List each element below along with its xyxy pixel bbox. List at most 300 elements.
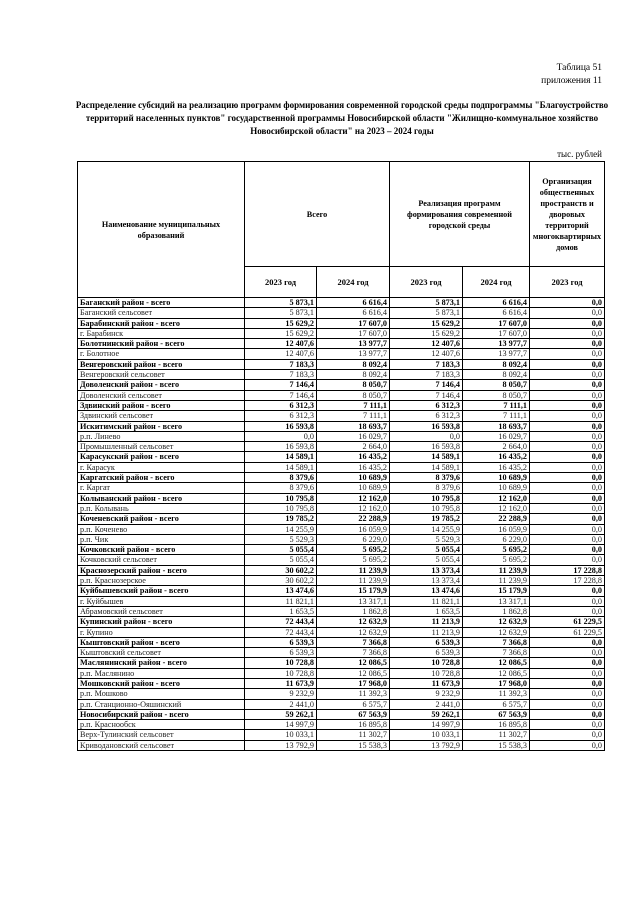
amount-cell: 10 033,1 bbox=[390, 730, 463, 740]
amount-cell: 6 229,0 bbox=[463, 534, 530, 544]
municipality-name: р.п. Мошково bbox=[78, 689, 245, 699]
amount-cell: 1 862,8 bbox=[463, 606, 530, 616]
municipality-name: г. Карасук bbox=[78, 462, 245, 472]
municipality-row bbox=[78, 411, 605, 421]
amount-cell: 6 539,3 bbox=[390, 648, 463, 658]
amount-cell: 12 086,5 bbox=[317, 668, 390, 678]
amount-cell: 0,0 bbox=[390, 431, 463, 441]
year-header: 2023 год bbox=[530, 267, 605, 298]
amount-cell: 6 616,4 bbox=[317, 308, 390, 318]
amount-cell: 7 183,3 bbox=[390, 370, 463, 380]
amount-cell: 5 695,2 bbox=[317, 555, 390, 565]
amount-cell: 8 379,6 bbox=[245, 483, 317, 493]
municipality-name: р.п. Краснозерское bbox=[78, 576, 245, 586]
municipality-row bbox=[78, 596, 605, 606]
municipality-row bbox=[78, 431, 605, 441]
amount-cell: 2 664,0 bbox=[463, 442, 530, 452]
amount-cell: 10 728,8 bbox=[245, 658, 317, 668]
amount-cell: 8 379,6 bbox=[390, 483, 463, 493]
municipality-row bbox=[78, 462, 605, 472]
appendix-reference: приложения 11 bbox=[541, 76, 602, 86]
amount-cell: 8 092,4 bbox=[317, 359, 390, 369]
amount-cell: 7 146,4 bbox=[245, 380, 317, 390]
amount-cell: 10 033,1 bbox=[245, 730, 317, 740]
amount-cell: 10 689,9 bbox=[463, 473, 530, 483]
amount-cell: 0,0 bbox=[530, 699, 605, 709]
municipality-row bbox=[78, 555, 605, 565]
municipality-name: Абрамовский сельсовет bbox=[78, 606, 245, 616]
column-header-organization: Организация общественных пространств и дворовых территорий многоквартирных домов bbox=[530, 162, 605, 267]
amount-cell: 59 262,1 bbox=[390, 709, 463, 719]
amount-cell: 5 055,4 bbox=[245, 555, 317, 565]
amount-cell: 5 873,1 bbox=[390, 308, 463, 318]
amount-cell: 12 407,6 bbox=[390, 339, 463, 349]
amount-cell: 11 213,9 bbox=[390, 627, 463, 637]
amount-cell: 14 589,1 bbox=[245, 452, 317, 462]
amount-cell: 15 629,2 bbox=[245, 318, 317, 328]
amount-cell: 6 539,3 bbox=[245, 637, 317, 647]
amount-cell: 12 162,0 bbox=[317, 493, 390, 503]
amount-cell: 6 616,4 bbox=[463, 298, 530, 308]
municipality-row bbox=[78, 442, 605, 452]
municipality-name: Верх-Тулинский сельсовет bbox=[78, 730, 245, 740]
amount-cell: 1 653,5 bbox=[390, 606, 463, 616]
amount-cell: 12 162,0 bbox=[463, 493, 530, 503]
municipality-name: р.п. Колывань bbox=[78, 503, 245, 513]
amount-cell: 8 092,4 bbox=[317, 370, 390, 380]
amount-cell: 17 968,0 bbox=[317, 678, 390, 688]
amount-cell: 12 407,6 bbox=[245, 349, 317, 359]
amount-cell: 67 563,9 bbox=[463, 709, 530, 719]
municipality-row bbox=[78, 648, 605, 658]
amount-cell: 18 693,7 bbox=[317, 421, 390, 431]
amount-cell: 10 795,8 bbox=[390, 493, 463, 503]
amount-cell: 5 529,3 bbox=[390, 534, 463, 544]
amount-cell: 0,0 bbox=[530, 483, 605, 493]
amount-cell: 12 632,9 bbox=[317, 627, 390, 637]
amount-cell: 12 632,9 bbox=[463, 627, 530, 637]
municipality-name: Купинский район - всего bbox=[78, 617, 245, 627]
district-total-row bbox=[78, 658, 605, 668]
amount-cell: 8 092,4 bbox=[463, 370, 530, 380]
municipality-row bbox=[78, 689, 605, 699]
amount-cell: 0,0 bbox=[530, 709, 605, 719]
amount-cell: 14 589,1 bbox=[390, 452, 463, 462]
amount-cell: 14 589,1 bbox=[245, 462, 317, 472]
amount-cell: 0,0 bbox=[530, 308, 605, 318]
amount-cell: 7 146,4 bbox=[390, 390, 463, 400]
amount-cell: 10 689,9 bbox=[463, 483, 530, 493]
amount-cell: 16 593,8 bbox=[245, 442, 317, 452]
municipality-name: Баганский район - всего bbox=[78, 298, 245, 308]
amount-cell: 15 538,3 bbox=[463, 740, 530, 750]
amount-cell: 14 255,9 bbox=[390, 524, 463, 534]
amount-cell: 6 312,3 bbox=[245, 400, 317, 410]
amount-cell: 0,0 bbox=[530, 586, 605, 596]
amount-cell: 18 693,7 bbox=[463, 421, 530, 431]
municipality-name: г. Болотное bbox=[78, 349, 245, 359]
district-total-row bbox=[78, 298, 605, 308]
municipality-name: Здвинский район - всего bbox=[78, 400, 245, 410]
amount-cell: 12 162,0 bbox=[317, 503, 390, 513]
municipality-name: Болотнинский район - всего bbox=[78, 339, 245, 349]
municipality-name: Колыванский район - всего bbox=[78, 493, 245, 503]
amount-cell: 8 379,6 bbox=[245, 473, 317, 483]
municipality-name: Кочковский сельсовет bbox=[78, 555, 245, 565]
municipality-row bbox=[78, 740, 605, 750]
amount-cell: 0,0 bbox=[530, 431, 605, 441]
district-total-row bbox=[78, 617, 605, 627]
amount-cell: 7 111,1 bbox=[463, 411, 530, 421]
column-header-programs: Реализация программ формирования современной городской среды bbox=[390, 162, 530, 267]
municipality-name: Кочковский район - всего bbox=[78, 545, 245, 555]
municipality-name: Доволенский район - всего bbox=[78, 380, 245, 390]
municipality-name: р.п. Краснообск bbox=[78, 720, 245, 730]
amount-cell: 0,0 bbox=[530, 648, 605, 658]
amount-cell: 11 392,3 bbox=[317, 689, 390, 699]
district-total-row bbox=[78, 514, 605, 524]
amount-cell: 11 673,9 bbox=[390, 678, 463, 688]
municipality-name: Доволенский сельсовет bbox=[78, 390, 245, 400]
amount-cell: 17 607,0 bbox=[317, 328, 390, 338]
amount-cell: 17 607,0 bbox=[317, 318, 390, 328]
amount-cell: 14 997,9 bbox=[390, 720, 463, 730]
amount-cell: 6 229,0 bbox=[317, 534, 390, 544]
amount-cell: 11 239,9 bbox=[317, 576, 390, 586]
amount-cell: 19 785,2 bbox=[390, 514, 463, 524]
year-header: 2024 год bbox=[463, 267, 530, 298]
amount-cell: 11 302,7 bbox=[463, 730, 530, 740]
municipality-name: г. Куйбышев bbox=[78, 596, 245, 606]
amount-cell: 0,0 bbox=[530, 720, 605, 730]
amount-cell: 15 179,9 bbox=[317, 586, 390, 596]
amount-cell: 0,0 bbox=[530, 370, 605, 380]
amount-cell: 5 873,1 bbox=[245, 308, 317, 318]
column-header-total: Всего bbox=[245, 162, 390, 267]
amount-cell: 30 602,2 bbox=[245, 565, 317, 575]
amount-cell: 12 632,9 bbox=[463, 617, 530, 627]
amount-cell: 6 539,3 bbox=[390, 637, 463, 647]
amount-cell: 19 785,2 bbox=[245, 514, 317, 524]
municipality-row bbox=[78, 720, 605, 730]
municipality-row bbox=[78, 534, 605, 544]
amount-cell: 13 792,9 bbox=[390, 740, 463, 750]
amount-cell: 10 728,8 bbox=[245, 668, 317, 678]
municipality-name: Кыштовский район - всего bbox=[78, 637, 245, 647]
amount-cell: 8 050,7 bbox=[463, 390, 530, 400]
municipality-row bbox=[78, 668, 605, 678]
municipality-name: р.п. Станционно-Ояшинский bbox=[78, 699, 245, 709]
amount-cell: 61 229,5 bbox=[530, 617, 605, 627]
amount-cell: 16 895,8 bbox=[463, 720, 530, 730]
municipality-name: Куйбышевский район - всего bbox=[78, 586, 245, 596]
amount-cell: 16 435,2 bbox=[317, 452, 390, 462]
municipality-row bbox=[78, 524, 605, 534]
amount-cell: 59 262,1 bbox=[245, 709, 317, 719]
municipality-name: Здвинский сельсовет bbox=[78, 411, 245, 421]
column-header-name: Наименование муниципальных образований bbox=[78, 162, 245, 298]
amount-cell: 8 379,6 bbox=[390, 473, 463, 483]
district-total-row bbox=[78, 380, 605, 390]
amount-cell: 10 795,8 bbox=[245, 503, 317, 513]
amount-cell: 17 228,8 bbox=[530, 565, 605, 575]
amount-cell: 10 689,9 bbox=[317, 483, 390, 493]
amount-cell: 0,0 bbox=[530, 400, 605, 410]
amount-cell: 12 086,5 bbox=[463, 668, 530, 678]
amount-cell: 5 695,2 bbox=[463, 545, 530, 555]
amount-cell: 0,0 bbox=[530, 328, 605, 338]
amount-cell: 72 443,4 bbox=[245, 627, 317, 637]
amount-cell: 0,0 bbox=[530, 730, 605, 740]
amount-cell: 0,0 bbox=[530, 339, 605, 349]
municipality-name: Мошковский район - всего bbox=[78, 678, 245, 688]
amount-cell: 7 111,1 bbox=[317, 400, 390, 410]
municipality-name: р.п. Маслянино bbox=[78, 668, 245, 678]
amount-cell: 11 821,1 bbox=[245, 596, 317, 606]
municipality-name: Коченевский район - всего bbox=[78, 514, 245, 524]
municipality-row bbox=[78, 390, 605, 400]
amount-cell: 1 862,8 bbox=[317, 606, 390, 616]
amount-cell: 6 312,3 bbox=[390, 400, 463, 410]
amount-cell: 16 435,2 bbox=[463, 462, 530, 472]
municipality-name: Кыштовский сельсовет bbox=[78, 648, 245, 658]
amount-cell: 0,0 bbox=[530, 658, 605, 668]
amount-cell: 14 255,9 bbox=[245, 524, 317, 534]
amount-cell: 12 407,6 bbox=[390, 349, 463, 359]
amount-cell: 16 029,7 bbox=[317, 431, 390, 441]
municipality-name: Криводановский сельсовет bbox=[78, 740, 245, 750]
amount-cell: 16 435,2 bbox=[317, 462, 390, 472]
district-total-row bbox=[78, 339, 605, 349]
amount-cell: 17 607,0 bbox=[463, 328, 530, 338]
amount-cell: 7 366,8 bbox=[463, 637, 530, 647]
district-total-row bbox=[78, 709, 605, 719]
district-total-row bbox=[78, 359, 605, 369]
amount-cell: 12 086,5 bbox=[317, 658, 390, 668]
amount-cell: 7 146,4 bbox=[390, 380, 463, 390]
units-label: тыс. рублей bbox=[557, 149, 602, 159]
amount-cell: 11 213,9 bbox=[390, 617, 463, 627]
amount-cell: 0,0 bbox=[530, 596, 605, 606]
amount-cell: 11 239,9 bbox=[463, 565, 530, 575]
amount-cell: 11 673,9 bbox=[245, 678, 317, 688]
amount-cell: 6 575,7 bbox=[317, 699, 390, 709]
amount-cell: 0,0 bbox=[530, 390, 605, 400]
amount-cell: 13 977,7 bbox=[463, 339, 530, 349]
municipality-row bbox=[78, 576, 605, 586]
subsidy-table bbox=[77, 161, 605, 751]
year-header: 2023 год bbox=[390, 267, 463, 298]
amount-cell: 11 239,9 bbox=[463, 576, 530, 586]
amount-cell: 2 664,0 bbox=[317, 442, 390, 452]
table-number: Таблица 51 bbox=[556, 63, 602, 73]
amount-cell: 0,0 bbox=[530, 514, 605, 524]
amount-cell: 1 653,5 bbox=[245, 606, 317, 616]
amount-cell: 10 795,8 bbox=[245, 493, 317, 503]
amount-cell: 0,0 bbox=[530, 678, 605, 688]
amount-cell: 12 162,0 bbox=[463, 503, 530, 513]
district-total-row bbox=[78, 637, 605, 647]
amount-cell: 7 183,3 bbox=[245, 370, 317, 380]
amount-cell: 11 239,9 bbox=[317, 565, 390, 575]
amount-cell: 0,0 bbox=[530, 442, 605, 452]
amount-cell: 10 795,8 bbox=[390, 503, 463, 513]
amount-cell: 0,0 bbox=[530, 503, 605, 513]
municipality-name: Маслянинский район - всего bbox=[78, 658, 245, 668]
district-total-row bbox=[78, 452, 605, 462]
amount-cell: 22 288,9 bbox=[317, 514, 390, 524]
district-total-row bbox=[78, 678, 605, 688]
amount-cell: 5 695,2 bbox=[317, 545, 390, 555]
amount-cell: 0,0 bbox=[530, 555, 605, 565]
district-total-row bbox=[78, 565, 605, 575]
amount-cell: 15 629,2 bbox=[245, 328, 317, 338]
district-total-row bbox=[78, 545, 605, 555]
municipality-name: г. Каргат bbox=[78, 483, 245, 493]
amount-cell: 16 593,8 bbox=[390, 442, 463, 452]
municipality-row bbox=[78, 483, 605, 493]
amount-cell: 16 593,8 bbox=[245, 421, 317, 431]
amount-cell: 0,0 bbox=[530, 462, 605, 472]
municipality-row bbox=[78, 308, 605, 318]
amount-cell: 11 392,3 bbox=[463, 689, 530, 699]
municipality-name: р.п. Линево bbox=[78, 431, 245, 441]
amount-cell: 6 539,3 bbox=[245, 648, 317, 658]
amount-cell: 5 055,4 bbox=[390, 555, 463, 565]
amount-cell: 0,0 bbox=[530, 359, 605, 369]
amount-cell: 0,0 bbox=[530, 545, 605, 555]
amount-cell: 0,0 bbox=[530, 534, 605, 544]
year-header: 2024 год bbox=[317, 267, 390, 298]
amount-cell: 0,0 bbox=[530, 740, 605, 750]
amount-cell: 15 629,2 bbox=[390, 328, 463, 338]
municipality-row bbox=[78, 349, 605, 359]
municipality-row bbox=[78, 606, 605, 616]
amount-cell: 0,0 bbox=[530, 606, 605, 616]
amount-cell: 14 997,9 bbox=[245, 720, 317, 730]
amount-cell: 13 317,1 bbox=[463, 596, 530, 606]
amount-cell: 22 288,9 bbox=[463, 514, 530, 524]
amount-cell: 13 373,4 bbox=[390, 576, 463, 586]
municipality-name: Каргатский район - всего bbox=[78, 473, 245, 483]
amount-cell: 7 183,3 bbox=[390, 359, 463, 369]
district-total-row bbox=[78, 421, 605, 431]
municipality-name: Промышленный сельсовет bbox=[78, 442, 245, 452]
amount-cell: 8 050,7 bbox=[317, 390, 390, 400]
amount-cell: 0,0 bbox=[530, 493, 605, 503]
amount-cell: 0,0 bbox=[530, 473, 605, 483]
amount-cell: 13 792,9 bbox=[245, 740, 317, 750]
district-total-row bbox=[78, 586, 605, 596]
amount-cell: 15 179,9 bbox=[463, 586, 530, 596]
municipality-name: г. Барабинск bbox=[78, 328, 245, 338]
amount-cell: 11 302,7 bbox=[317, 730, 390, 740]
amount-cell: 11 821,1 bbox=[390, 596, 463, 606]
amount-cell: 12 632,9 bbox=[317, 617, 390, 627]
municipality-row bbox=[78, 503, 605, 513]
amount-cell: 16 593,8 bbox=[390, 421, 463, 431]
amount-cell: 13 977,7 bbox=[463, 349, 530, 359]
municipality-name: Барабинский район - всего bbox=[78, 318, 245, 328]
amount-cell: 0,0 bbox=[530, 411, 605, 421]
amount-cell: 16 059,9 bbox=[463, 524, 530, 534]
municipality-row bbox=[78, 328, 605, 338]
amount-cell: 13 474,6 bbox=[245, 586, 317, 596]
municipality-name: Новосибирский район - всего bbox=[78, 709, 245, 719]
document-title: Распределение субсидий на реализацию программ формирования современной городской среды подпрограммы "Благоустройство территорий населенных пунктов" государственной программы Новосибирской области "Жилищно-коммунальное хозяйство Новосибирской области" на 2023 – 2024 годы bbox=[75, 100, 609, 136]
amount-cell: 0,0 bbox=[530, 298, 605, 308]
amount-cell: 7 183,3 bbox=[245, 359, 317, 369]
amount-cell: 0,0 bbox=[245, 431, 317, 441]
amount-cell: 5 873,1 bbox=[245, 298, 317, 308]
amount-cell: 61 229,5 bbox=[530, 627, 605, 637]
amount-cell: 6 575,7 bbox=[463, 699, 530, 709]
amount-cell: 0,0 bbox=[530, 668, 605, 678]
municipality-row bbox=[78, 730, 605, 740]
amount-cell: 5 695,2 bbox=[463, 555, 530, 565]
table-body bbox=[78, 298, 605, 751]
amount-cell: 8 050,7 bbox=[463, 380, 530, 390]
municipality-name: Карасукский район - всего bbox=[78, 452, 245, 462]
amount-cell: 7 111,1 bbox=[317, 411, 390, 421]
amount-cell: 15 629,2 bbox=[390, 318, 463, 328]
amount-cell: 8 050,7 bbox=[317, 380, 390, 390]
amount-cell: 7 146,4 bbox=[245, 390, 317, 400]
amount-cell: 0,0 bbox=[530, 318, 605, 328]
year-header: 2023 год bbox=[245, 267, 317, 298]
amount-cell: 16 435,2 bbox=[463, 452, 530, 462]
district-total-row bbox=[78, 400, 605, 410]
amount-cell: 5 055,4 bbox=[390, 545, 463, 555]
amount-cell: 7 366,8 bbox=[317, 648, 390, 658]
municipality-name: р.п. Коченево bbox=[78, 524, 245, 534]
municipality-name: р.п. Чик bbox=[78, 534, 245, 544]
amount-cell: 8 092,4 bbox=[463, 359, 530, 369]
amount-cell: 67 563,9 bbox=[317, 709, 390, 719]
amount-cell: 16 059,9 bbox=[317, 524, 390, 534]
amount-cell: 15 538,3 bbox=[317, 740, 390, 750]
amount-cell: 5 873,1 bbox=[390, 298, 463, 308]
amount-cell: 30 602,2 bbox=[245, 576, 317, 586]
amount-cell: 17 968,0 bbox=[463, 678, 530, 688]
amount-cell: 17 228,8 bbox=[530, 576, 605, 586]
amount-cell: 0,0 bbox=[530, 380, 605, 390]
amount-cell: 6 616,4 bbox=[463, 308, 530, 318]
district-total-row bbox=[78, 318, 605, 328]
amount-cell: 7 111,1 bbox=[463, 400, 530, 410]
amount-cell: 10 728,8 bbox=[390, 658, 463, 668]
amount-cell: 0,0 bbox=[530, 349, 605, 359]
amount-cell: 7 366,8 bbox=[317, 637, 390, 647]
amount-cell: 0,0 bbox=[530, 421, 605, 431]
amount-cell: 13 474,6 bbox=[390, 586, 463, 596]
amount-cell: 13 977,7 bbox=[317, 349, 390, 359]
amount-cell: 13 373,4 bbox=[390, 565, 463, 575]
amount-cell: 9 232,9 bbox=[390, 689, 463, 699]
amount-cell: 72 443,4 bbox=[245, 617, 317, 627]
amount-cell: 5 529,3 bbox=[245, 534, 317, 544]
municipality-name: Венгеровский сельсовет bbox=[78, 370, 245, 380]
amount-cell: 2 441,0 bbox=[245, 699, 317, 709]
amount-cell: 6 312,3 bbox=[390, 411, 463, 421]
municipality-row bbox=[78, 627, 605, 637]
municipality-name: Венгеровский район - всего bbox=[78, 359, 245, 369]
municipality-row bbox=[78, 370, 605, 380]
amount-cell: 2 441,0 bbox=[390, 699, 463, 709]
amount-cell: 14 589,1 bbox=[390, 462, 463, 472]
municipality-row bbox=[78, 699, 605, 709]
amount-cell: 0,0 bbox=[530, 637, 605, 647]
